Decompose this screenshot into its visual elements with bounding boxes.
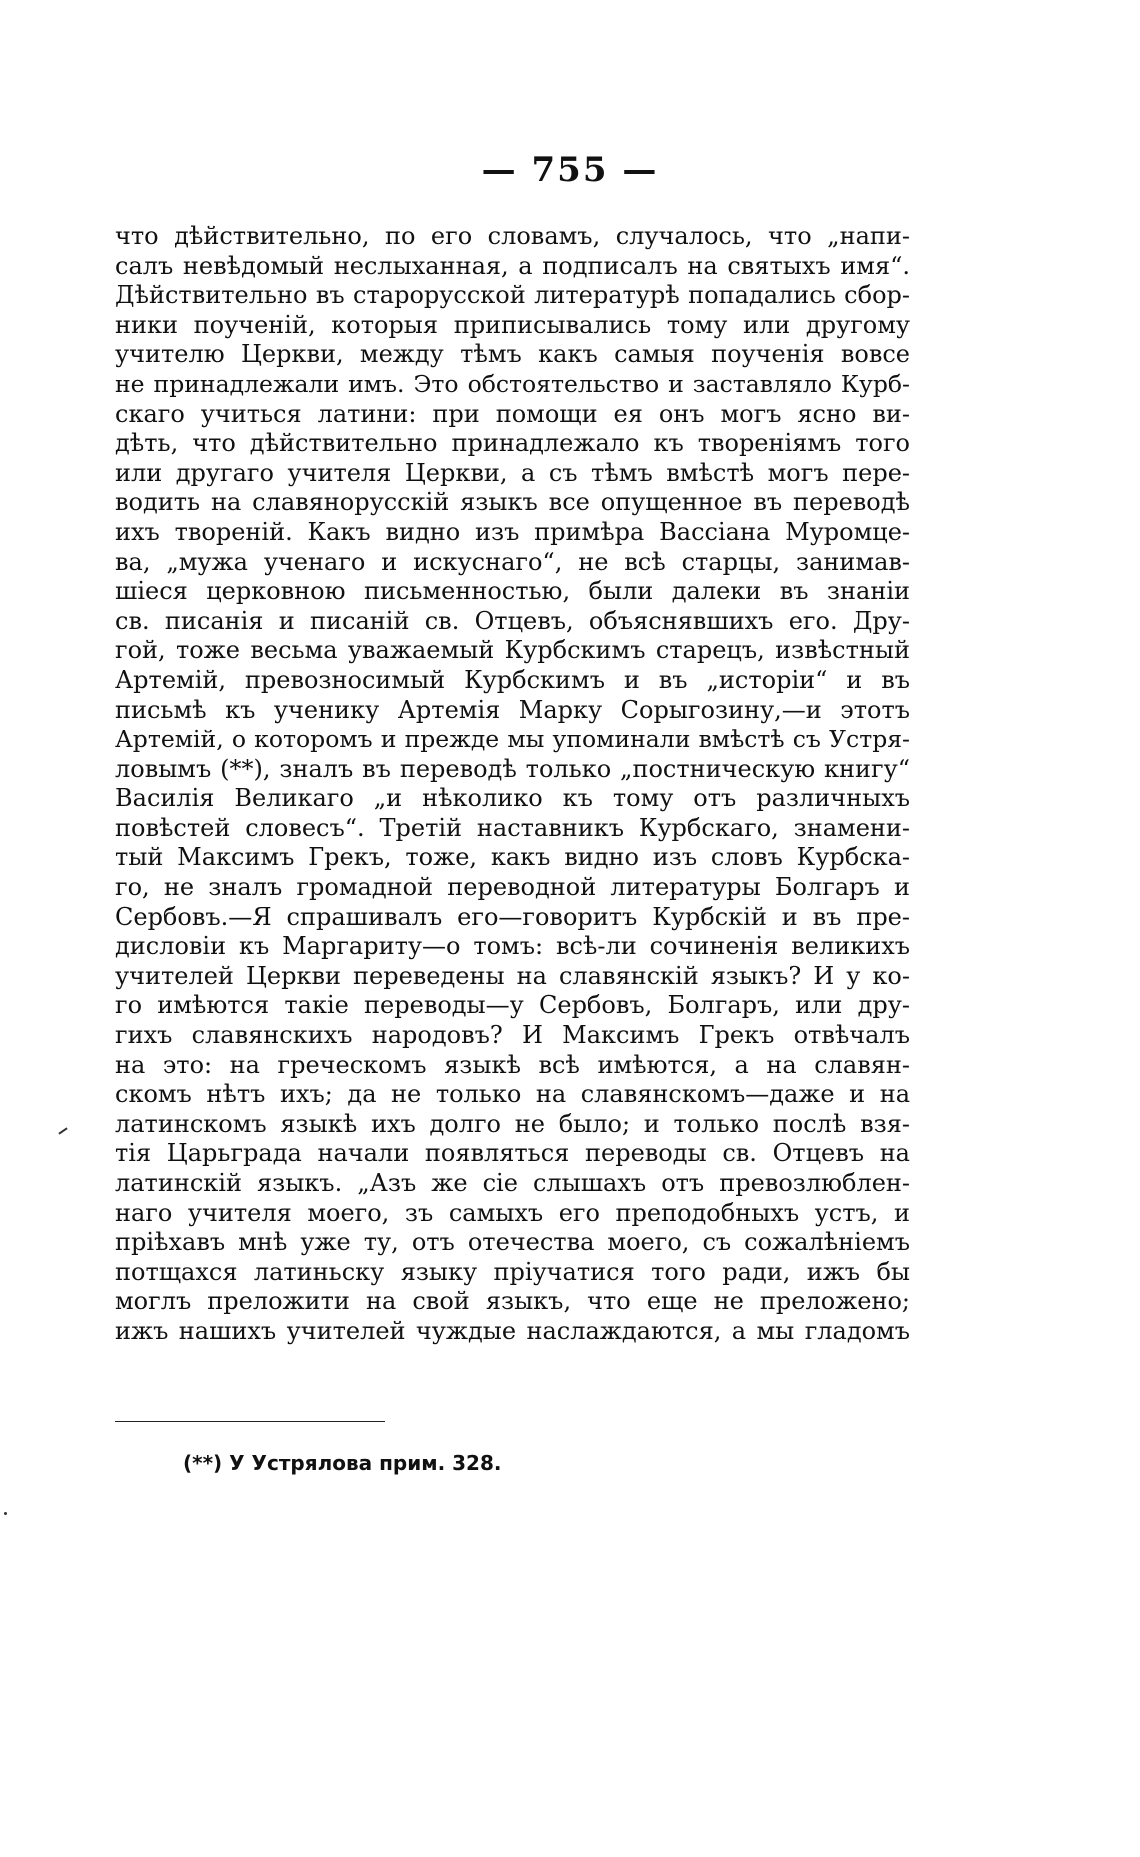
text-line-21: повѣстей словесъ“. Третій наставникъ Курбскаго, знамени-	[115, 813, 910, 842]
footnote: (**) У Устрялова прим. 328.	[183, 1451, 502, 1475]
text-line-22: тый Максимъ Грекъ, тоже, какъ видно изъ словъ Курбска-	[115, 843, 910, 872]
text-line-27: го имѣются такіе переводы—у Сербовъ, Болгаръ, или дру-	[115, 991, 910, 1020]
body-text	[115, 222, 910, 1347]
text-line-18: Артемій, о которомъ и прежде мы упоминали вмѣстѣ съ Устря-	[115, 725, 910, 754]
text-line-2: салъ невѣдомый неслыханная, а подписалъ на святыхъ имя“.	[115, 251, 910, 280]
text-line-33: латинскій языкъ. „Азъ же сіе слышахъ отъ превозлюблен-	[115, 1169, 910, 1197]
text-line-28: гихъ славянскихъ народовъ? И Максимъ Грекъ отвѣчалъ	[115, 1021, 910, 1050]
text-line-15: гой, тоже весьма уважаемый Курбскимъ старецъ, извѣстный	[115, 636, 910, 665]
text-line-17: письмѣ къ ученику Артемія Марку Сорыгозину,—и этотъ	[115, 695, 910, 724]
text-line-9: или другаго учителя Церкви, а съ тѣмъ вмѣстѣ могъ пере-	[115, 458, 910, 487]
text-line-8: дѣть, что дѣйствительно принадлежало къ твореніямъ того	[115, 429, 910, 458]
text-line-36: потщахся латиньску языку пріучатися того ради, ижъ бы	[115, 1257, 910, 1286]
text-line-10: водить на славянорусскій языкъ все опущенное въ переводѣ	[115, 488, 910, 517]
text-line-29: на это: на греческомъ языкѣ всѣ имѣются, а на славян-	[115, 1050, 910, 1079]
scan-speck-mark	[58, 1127, 67, 1134]
scan-speck-dot	[4, 1512, 7, 1515]
text-line-16: Артемій, превозносимый Курбскимъ и въ „исторіи“ и въ	[115, 665, 910, 694]
text-line-30: скомъ нѣтъ ихъ; да не только на славянскомъ—даже и на	[115, 1080, 910, 1109]
text-line-1: что дѣйствительно, по его словамъ, случалось, что „напи-	[115, 222, 910, 250]
text-line-7: скаго учиться латини: при помощи ея онъ могъ ясно ви-	[115, 399, 910, 428]
text-line-11: ихъ твореній. Какъ видно изъ примѣра Вассіана Муромце-	[115, 517, 910, 546]
text-line-38: ижъ нашихъ учителей чуждые наслаждаются, а мы гладомъ	[115, 1316, 910, 1345]
text-line-35: пріѣхавъ мнѣ уже ту, отъ отечества моего, съ сожалѣніемъ	[115, 1228, 910, 1257]
text-line-5: учителю Церкви, между тѣмъ какъ самыя поученія вовсе	[115, 340, 910, 369]
text-line-12: ва, „мужа ученаго и искуснаго“, не всѣ старцы, занимав-	[115, 547, 910, 576]
text-line-26: учителей Церкви переведены на славянскій языкъ? И у ко-	[115, 961, 910, 990]
text-line-3: Дѣйствительно въ старорусской литературѣ попадались сбор-	[115, 281, 910, 310]
text-line-19: ловымъ (**), зналъ въ переводѣ только „постническую книгу“	[115, 754, 910, 783]
text-line-31: латинскомъ языкѣ ихъ долго не было; и только послѣ взя-	[115, 1109, 910, 1138]
text-line-24: Сербовъ.—Я спрашивалъ его—говоритъ Курбскій и въ пре-	[115, 902, 910, 931]
text-line-20: Василія Великаго „и нѣколико къ тому отъ различныхъ	[115, 784, 910, 813]
text-line-25: дисловіи къ Маргариту—о томъ: всѣ-ли сочиненія великихъ	[115, 932, 910, 961]
text-line-4: ники поученій, которыя приписывались тому или другому	[115, 310, 910, 339]
text-line-37: моглъ преложити на свой языкъ, что еще не преложено;	[115, 1287, 910, 1316]
text-line-23: го, не зналъ громадной переводной литературы Болгаръ и	[115, 873, 910, 902]
text-line-34: наго учителя моего, зъ самыхъ его преподобныхъ устъ, и	[115, 1198, 910, 1227]
text-line-32: тія Царьграда начали появляться переводы св. Отцевъ на	[115, 1139, 910, 1168]
text-line-6: не принадлежали имъ. Это обстоятельство и заставляло Курб-	[115, 369, 910, 398]
footnote-separator	[115, 1421, 385, 1422]
text-line-14: св. писанія и писаній св. Отцевъ, объяснявшихъ его. Дру-	[115, 606, 910, 635]
page-number: — 755 —	[481, 150, 659, 190]
text-line-13: шіеся церковною письменностью, были далеки въ знаніи	[115, 577, 910, 606]
